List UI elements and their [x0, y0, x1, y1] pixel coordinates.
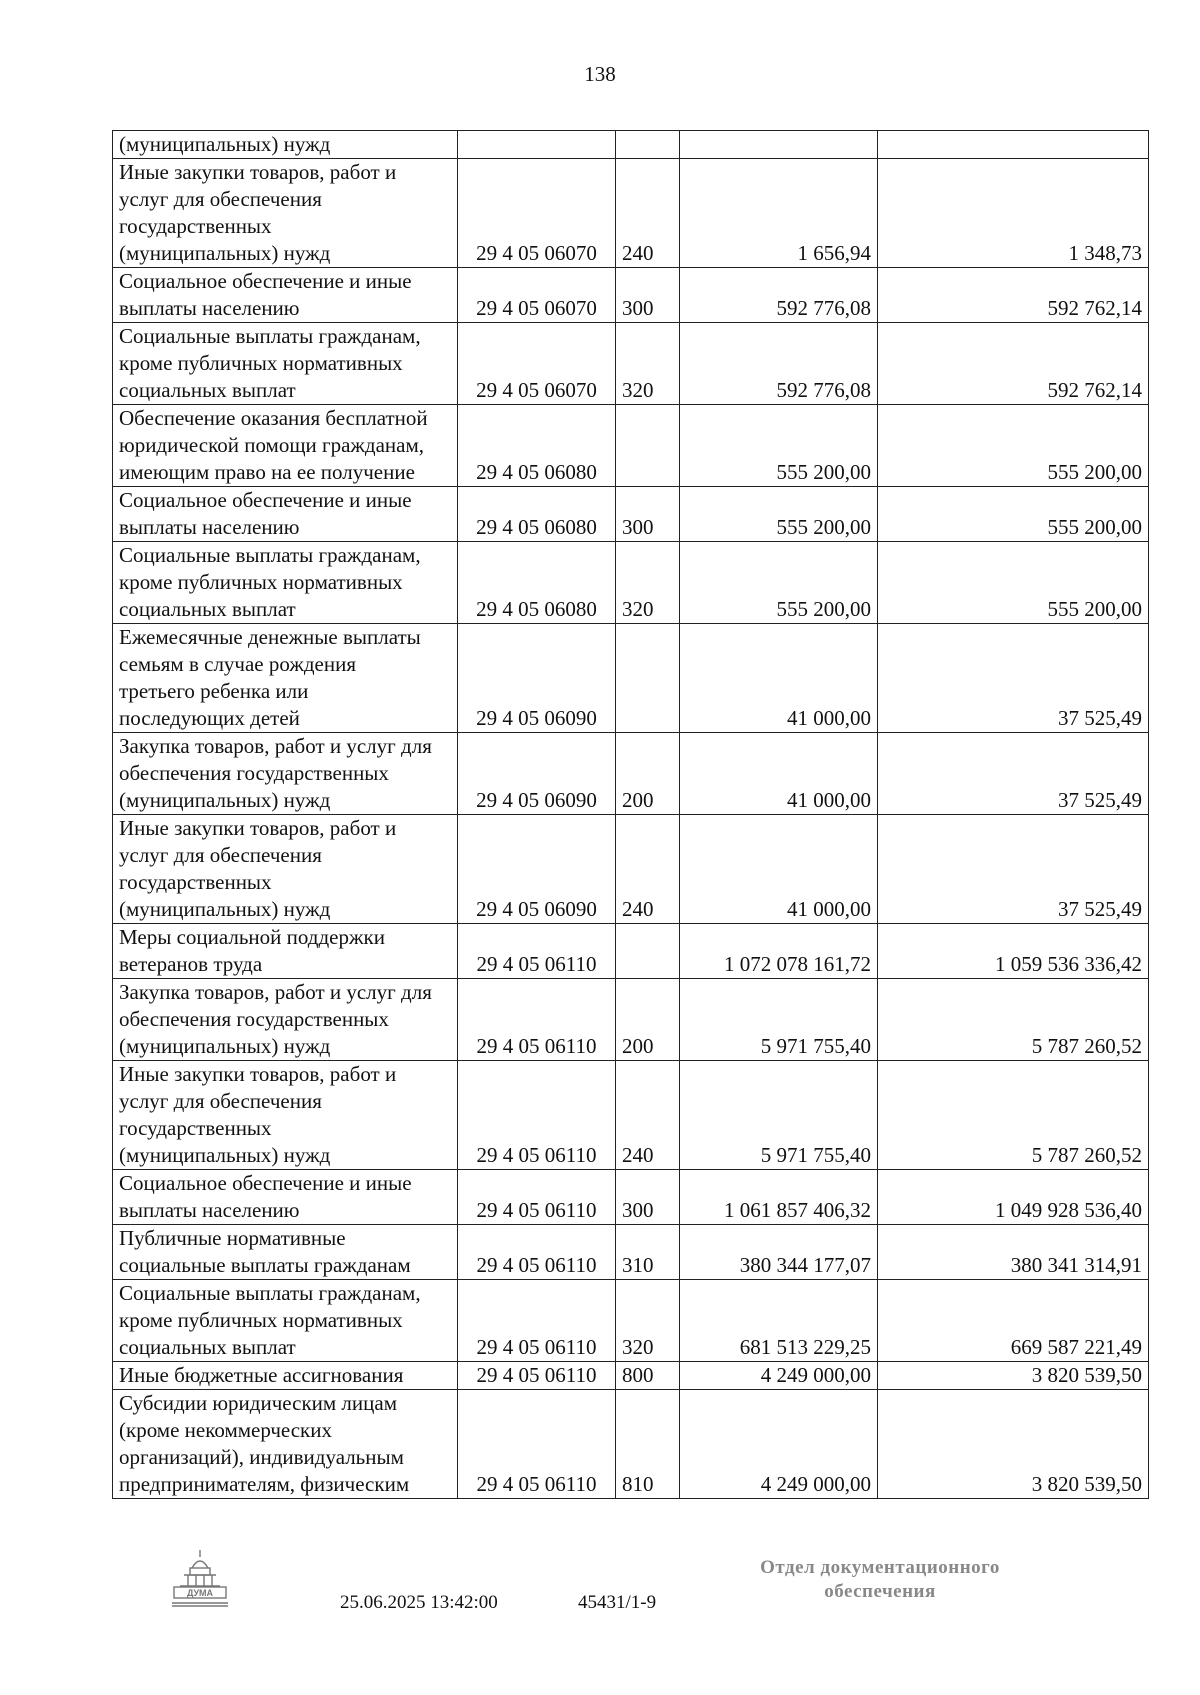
row-type-cell [616, 131, 680, 159]
table-row [113, 733, 1149, 815]
row-fact-cell: 5 787 260,52 [878, 979, 1149, 1061]
row-fact-cell: 1 059 536 336,42 [878, 924, 1149, 979]
row-code-cell [458, 131, 616, 159]
row-plan-cell: 380 344 177,07 [680, 1225, 878, 1280]
row-name-cell: Социальные выплаты гражданам, кроме публичных нормативных социальных выплат [113, 542, 458, 624]
row-fact-cell [878, 131, 1149, 159]
row-code-cell: 29 4 05 06110 [458, 924, 616, 979]
row-name-cell: Меры социальной поддержки ветеранов труда [113, 924, 458, 979]
row-code-cell: 29 4 05 06110 [458, 979, 616, 1061]
row-fact-cell: 669 587 221,49 [878, 1280, 1149, 1362]
row-plan-cell: 4 249 000,00 [680, 1362, 878, 1390]
row-name-cell: Публичные нормативные социальные выплаты гражданам [113, 1225, 458, 1280]
svg-text:ДУМА: ДУМА [186, 1588, 214, 1598]
row-type-cell: 800 [616, 1362, 680, 1390]
row-plan-cell: 681 513 229,25 [680, 1280, 878, 1362]
budget-table-body [113, 131, 1149, 1499]
row-type-cell: 240 [616, 815, 680, 924]
row-name-cell: Социальное обеспечение и иные выплаты населению [113, 268, 458, 323]
row-name-cell: (муниципальных) нужд [113, 131, 458, 159]
table-row [113, 1362, 1149, 1390]
row-plan-cell: 555 200,00 [680, 542, 878, 624]
row-name-cell: Закупка товаров, работ и услуг для обеспечения государственных (муниципальных) нужд [113, 979, 458, 1061]
document-number: 45431/1-9 [578, 1592, 657, 1613]
row-plan-cell: 41 000,00 [680, 815, 878, 924]
table-row [113, 624, 1149, 733]
row-name-cell: Иные закупки товаров, работ и услуг для обеспечения государственных (муниципальных) нужд [113, 1061, 458, 1170]
row-code-cell: 29 4 05 06110 [458, 1170, 616, 1225]
table-row [113, 159, 1149, 268]
row-name-cell: Ежемесячные денежные выплаты семьям в случае рождения третьего ребенка или последующих детей [113, 624, 458, 733]
row-name-cell: Закупка товаров, работ и услуг для обеспечения государственных (муниципальных) нужд [113, 733, 458, 815]
table-row [113, 268, 1149, 323]
duma-logo-icon [170, 1548, 230, 1610]
row-fact-cell: 380 341 314,91 [878, 1225, 1149, 1280]
row-code-cell: 29 4 05 06080 [458, 542, 616, 624]
row-plan-cell [680, 131, 878, 159]
table-row [113, 1061, 1149, 1170]
row-plan-cell: 41 000,00 [680, 624, 878, 733]
row-fact-cell: 555 200,00 [878, 405, 1149, 487]
table-row [113, 924, 1149, 979]
row-fact-cell: 37 525,49 [878, 815, 1149, 924]
row-fact-cell: 592 762,14 [878, 268, 1149, 323]
row-plan-cell: 555 200,00 [680, 487, 878, 542]
row-plan-cell: 555 200,00 [680, 405, 878, 487]
table-row [113, 1390, 1149, 1499]
table-row [113, 405, 1149, 487]
row-plan-cell: 5 971 755,40 [680, 1061, 878, 1170]
row-plan-cell: 41 000,00 [680, 733, 878, 815]
stamp-line-1: Отдел документационного [760, 1557, 1000, 1578]
table-row [113, 542, 1149, 624]
row-code-cell: 29 4 05 06070 [458, 323, 616, 405]
row-fact-cell: 3 820 539,50 [878, 1390, 1149, 1499]
table-row [113, 1170, 1149, 1225]
row-name-cell: Социальные выплаты гражданам, кроме публичных нормативных социальных выплат [113, 323, 458, 405]
row-type-cell: 310 [616, 1225, 680, 1280]
row-fact-cell: 555 200,00 [878, 487, 1149, 542]
row-type-cell: 320 [616, 1280, 680, 1362]
row-type-cell: 240 [616, 1061, 680, 1170]
row-fact-cell: 37 525,49 [878, 624, 1149, 733]
row-name-cell: Иные закупки товаров, работ и услуг для обеспечения государственных (муниципальных) нужд [113, 159, 458, 268]
row-fact-cell: 37 525,49 [878, 733, 1149, 815]
row-name-cell: Социальные выплаты гражданам, кроме публичных нормативных социальных выплат [113, 1280, 458, 1362]
row-plan-cell: 1 656,94 [680, 159, 878, 268]
row-name-cell: Социальное обеспечение и иные выплаты населению [113, 487, 458, 542]
row-name-cell: Социальное обеспечение и иные выплаты населению [113, 1170, 458, 1225]
row-name-cell: Субсидии юридическим лицам (кроме некоммерческих организаций), индивидуальным предпринимателям, физическим [113, 1390, 458, 1499]
table-row [113, 131, 1149, 159]
row-name-cell: Иные бюджетные ассигнования [113, 1362, 458, 1390]
row-plan-cell: 592 776,08 [680, 323, 878, 405]
table-row [113, 1225, 1149, 1280]
row-code-cell: 29 4 05 06070 [458, 159, 616, 268]
table-row [113, 979, 1149, 1061]
row-fact-cell: 1 348,73 [878, 159, 1149, 268]
table-row [113, 323, 1149, 405]
row-code-cell: 29 4 05 06110 [458, 1390, 616, 1499]
row-code-cell: 29 4 05 06110 [458, 1061, 616, 1170]
page-number: 138 [584, 62, 616, 86]
row-type-cell: 320 [616, 323, 680, 405]
row-code-cell: 29 4 05 06070 [458, 268, 616, 323]
budget-table [112, 130, 1149, 1499]
row-plan-cell: 592 776,08 [680, 268, 878, 323]
table-row [113, 487, 1149, 542]
table-row [113, 815, 1149, 924]
row-code-cell: 29 4 05 06080 [458, 487, 616, 542]
print-date: 25.06.2025 13:42:00 [340, 1592, 498, 1613]
row-name-cell: Иные закупки товаров, работ и услуг для обеспечения государственных (муниципальных) нужд [113, 815, 458, 924]
row-type-cell: 300 [616, 1170, 680, 1225]
row-code-cell: 29 4 05 06110 [458, 1280, 616, 1362]
row-type-cell: 300 [616, 268, 680, 323]
row-code-cell: 29 4 05 06080 [458, 405, 616, 487]
row-type-cell [616, 405, 680, 487]
row-type-cell: 200 [616, 733, 680, 815]
row-code-cell: 29 4 05 06090 [458, 815, 616, 924]
row-fact-cell: 3 820 539,50 [878, 1362, 1149, 1390]
row-type-cell: 200 [616, 979, 680, 1061]
row-name-cell: Обеспечение оказания бесплатной юридической помощи гражданам, имеющим право на ее получение [113, 405, 458, 487]
row-type-cell [616, 924, 680, 979]
row-plan-cell: 5 971 755,40 [680, 979, 878, 1061]
row-type-cell: 320 [616, 542, 680, 624]
table-row [113, 1280, 1149, 1362]
row-type-cell: 300 [616, 487, 680, 542]
row-fact-cell: 5 787 260,52 [878, 1061, 1149, 1170]
row-type-cell [616, 624, 680, 733]
row-code-cell: 29 4 05 06110 [458, 1225, 616, 1280]
row-code-cell: 29 4 05 06090 [458, 624, 616, 733]
row-type-cell: 810 [616, 1390, 680, 1499]
row-plan-cell: 1 061 857 406,32 [680, 1170, 878, 1225]
row-fact-cell: 592 762,14 [878, 323, 1149, 405]
row-fact-cell: 1 049 928 536,40 [878, 1170, 1149, 1225]
row-type-cell: 240 [616, 159, 680, 268]
row-fact-cell: 555 200,00 [878, 542, 1149, 624]
row-code-cell: 29 4 05 06090 [458, 733, 616, 815]
row-plan-cell: 1 072 078 161,72 [680, 924, 878, 979]
row-code-cell: 29 4 05 06110 [458, 1362, 616, 1390]
department-stamp [730, 1556, 1030, 1604]
row-plan-cell: 4 249 000,00 [680, 1390, 878, 1499]
stamp-line-2: обеспечения [824, 1581, 936, 1602]
